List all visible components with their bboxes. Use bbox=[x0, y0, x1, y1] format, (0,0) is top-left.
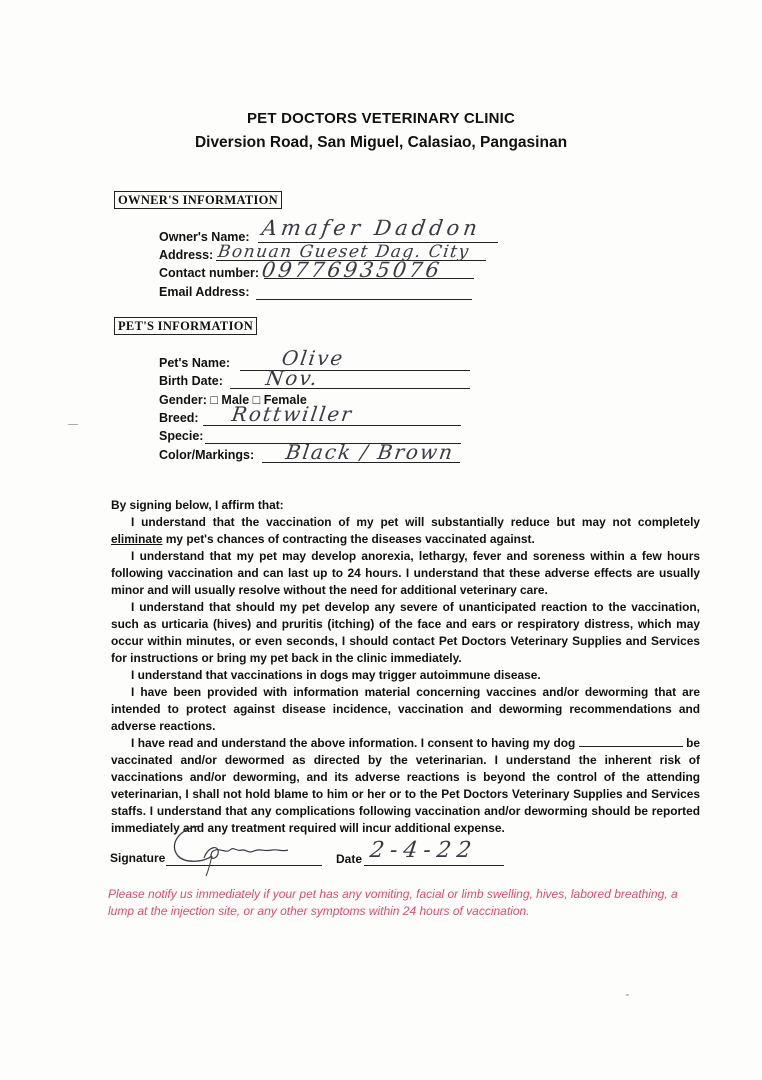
pet-name-handwriting: Olive bbox=[280, 346, 347, 370]
eliminate-underlined: eliminate bbox=[111, 532, 163, 546]
owner-name-label: Owner's Name: bbox=[159, 230, 250, 244]
signature-scribble bbox=[160, 816, 300, 878]
statement-paragraph-6: I have read and understand the above information. I consent to having my dog be vaccinated and/or dewormed as directed by the veterinarian. I understand the inherent risk of vaccinations and/or deworming, and its adverse reactions is beyond the control of the attending veterinarian, I shall not hold blame to him or her or to the Pet Doctors Veterinary Supplies and Services staffs. I understand that any complications following vaccination and/or deworming should be reported immediately and any treatment required will incur additional expense. bbox=[111, 736, 700, 835]
birth-date-label: Birth Date: bbox=[159, 374, 223, 388]
date-handwriting: 2-4-22 bbox=[368, 838, 479, 863]
birth-date-handwriting: Nov. bbox=[264, 366, 321, 390]
contact-number-handwriting: 09776935076 bbox=[260, 258, 444, 282]
owner-section-title: OWNER'S INFORMATION bbox=[114, 191, 282, 209]
breed-handwriting: Rottwiller bbox=[230, 402, 355, 426]
statement-paragraph-1: I understand that the vaccination of my pet will substantially reduce but may not completely eliminate my pet's chances of contracting the diseases vaccinated against. bbox=[111, 515, 700, 546]
consent-statement bbox=[111, 497, 700, 837]
clinic-name: PET DOCTORS VETERINARY CLINIC bbox=[246, 110, 516, 127]
vaccination-notice: Please notify us immediately if your pet has any vomiting, facial or limb swelling, hives, labored breathing, a lump at the injection site, or any other symptoms within 24 hours of vaccination. bbox=[108, 887, 678, 918]
statement-paragraph-5: I have been provided with information material concerning vaccines and/or deworming that are intended to protect against disease incidence, vaccination and deworming recommendations and adverse reactions. bbox=[111, 685, 700, 733]
owner-address-label: Address: bbox=[159, 248, 214, 262]
clinic-address: Diversion Road, San Miguel, Calasiao, Pangasinan bbox=[194, 134, 568, 151]
owner-name-handwriting: Amafer Daddon bbox=[260, 216, 483, 240]
scan-speck bbox=[68, 424, 78, 425]
pet-section-title: PET'S INFORMATION bbox=[114, 317, 257, 335]
statement-paragraph-4: I understand that vaccinations in dogs may trigger autoimmune disease. bbox=[131, 668, 541, 682]
breed-label: Breed: bbox=[159, 411, 199, 425]
owner-address-handwriting: Bonuan Gueset Dag. City bbox=[216, 242, 471, 262]
contact-number-label: Contact number: bbox=[159, 266, 259, 280]
statement-paragraph-3: I understand that should my pet develop any severe of unanticipated reaction to the vaccination, such as urticaria (hives) and pruritis (itching) of the face and ears or respiratory distress, which may occur within minutes, or even seconds, I should contact Pet Doctors Veterinary Supplies and Services for instructions or bring my pet back in the clinic immediately. bbox=[111, 600, 700, 665]
color-markings-handwriting: Black / Brown bbox=[284, 440, 456, 464]
statement-intro: By signing below, I affirm that: bbox=[111, 498, 284, 512]
pet-name-label: Pet's Name: bbox=[159, 356, 231, 370]
email-label: Email Address: bbox=[159, 285, 250, 299]
scan-speck bbox=[626, 994, 629, 996]
statement-paragraph-2: I understand that my pet may develop anorexia, lethargy, fever and soreness within a few hours following vaccination and can last up to 24 hours. I understand that these adverse effects are usually minor and will usually resolve without the need for additional veterinary care. bbox=[111, 549, 700, 597]
email-field[interactable] bbox=[256, 285, 472, 300]
dog-name-field[interactable] bbox=[579, 736, 683, 747]
signature-label: Signature bbox=[110, 851, 166, 865]
color-markings-label: Color/Markings: bbox=[159, 448, 255, 462]
date-label: Date bbox=[336, 852, 363, 866]
gender-label: Gender: □ Male □ Female bbox=[159, 393, 307, 407]
specie-label: Specie: bbox=[159, 429, 204, 443]
